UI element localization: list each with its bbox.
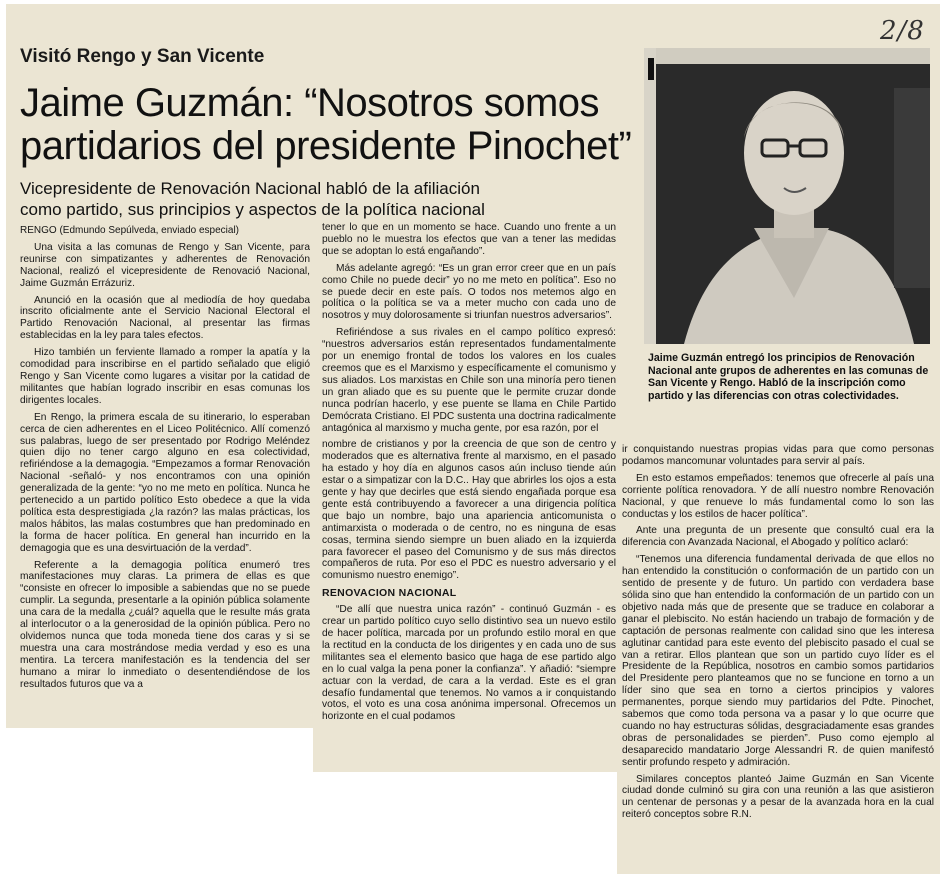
portrait-image [644, 48, 930, 344]
paragraph: Una visita a las comunas de Rengo y San Vicente, para reunirse con simpatizantes y adherentes de Renovación Nacional, realizó el vicepresidente de Renovació Nacional, Jaime Guzmán Errázuriz. [20, 241, 310, 289]
paragraph: “Tenemos una diferencia fundamental derivada de que ellos no han entendido la constitución o conformación de un partido con un sentido de presente y de futuro. Un partido con verdadera base sólida sino que han entendido la conformación de un partido con un objetivo nada más que de presente que se traduce en colaborar a ganar el plebiscito. No están haciendo un trabajo de formación y de captación de personas realmente con calidad sino que les interesa aglutinar cantidad para este evento del plebiscito pasado el cual se van a retirar. Ellos plantean que son un partido cuyo líder es el Presidente de la República, nosotros en cambio somos partidarios del Presidente pero planteamos que no se funcione en torno a un líder sino que sea en torno a ciertos principios y valores permanentes, porque siendo muy partidarios del Pdte. Pinochet, sabemos que como toda persona va a pasar y lo que ocurre que cuando no hay estructuras sólidas, desgraciadamente esas grandes obras de personalidades se pierden”. Puso como ejemplo al desaparecido mandatario Jorge Alessandri R. de quien manifestó sentir profundo respeto y admiración. [622, 554, 934, 768]
paragraph: Más adelante agregó: “Es un gran error creer que en un país como Chile no puede decir” yo no me meto en política”. Eso no se puede decir en este país. O todos nos metemos algo en política o la política se va a meter mucho con cada uno de nosotros y muy dolorosamente si triunfan nuestros adversarios”. [322, 262, 616, 322]
paragraph: En Rengo, la primera escala de su itinerario, lo esperaban cerca de cien adherentes en el Liceo Politécnico. Allí comenzó sus palabras, luego de ser presentado por Rodrigo Meléndez quien dijo no tener cargo alguno en esa colectividad, refiriéndose a la demagogia. “Empezamos a formar Renovación Nacional -señaló- y nos encontramos con una opinión generalizada de la gente: “yo no me meto en política. Nunca he pertenecido a un partido político Esto obedece a que la vida política esta desprestigiada ¿la razón? las malas prácticas, los malos hábitos, las malas costumbres que han predominado en la forma de hacer política. En general han incurrido en la demagogia que es una desvirtuación de la verdad”. [20, 411, 310, 554]
kicker: Visitó Rengo y San Vicente [20, 46, 265, 67]
handwritten-note: 2/8 [880, 16, 925, 46]
portrait-photo [644, 48, 930, 344]
paragraph: Refiriéndose a sus rivales en el campo político expresó: “nuestros adversarios están representados fundamentalmente por un enemigo frontal de todos los valores en los cuales creemos que es el Marxismo y específicamente el comunismo y sus aliados. Los marxistas en Chile son una minoría pero tienen un gran aliado que es su puente que le permite cruzar donde nunca podrían hacerlo, y ese puente se llama en Chile Partido Demócrata Cristiano. El PDC sustenta una doctrina radicalmente antagónica al marxismo y mucha gente, por esa razón, por el [322, 327, 616, 434]
paragraph: nombre de cristianos y por la creencia de que son de centro y moderados que es alternativa frente al marxismo, en el pasado ha estado y hoy día en algunos casos aún incluso tiende aún estar o a simpatizar con la D.C.. Hay que abrirles los ojos a esta gente y hay que decirles que está siendo engañada porque esa gente está contribuyendo a favorecer a una dirigencia política que bajo un nombre, bajo una apariencia anticomunista o antimarxista o moderada o de centro, no es ninguna de esas cosas, termina siendo siempre un buen aliado en la izquierda para favorecer el paseo del Comunismo y de sus más directos compañeros de ruta. Por eso el PDC es nuestro adversario y el comunismo nuestro enemigo”. [322, 439, 616, 582]
headline-line-2: partidarios del presidente Pinochet” [20, 124, 632, 168]
subheadline-line-1: Vicepresidente de Renovación Nacional habló de la afiliación [20, 179, 480, 198]
article-column-1 [20, 225, 310, 725]
paragraph: En esto estamos empeñados: tenemos que ofrecerle al país una corriente política renovadora. Y de allí nuestro nombre Renovación Nacional, y que renueve lo más fundamental como lo son las conductas y los estilos de hacer política”. [622, 472, 934, 520]
article-column-3 [622, 444, 934, 870]
headline-line-1: Jaime Guzmán: “Nosotros somos [20, 81, 600, 125]
subheadline [20, 178, 640, 220]
paragraph: ir conquistando nuestras propias vidas para que como personas podamos mancomunar voluntades para servir al país. [622, 444, 934, 467]
headline [20, 82, 640, 168]
section-heading: RENOVACION NACIONAL [322, 587, 457, 600]
paragraph: Ante una pregunta de un presente que consultó cual era la diferencia con Avanzada Nacional, el Abogado y político aclaró: [622, 525, 934, 549]
byline: RENGO (Edmundo Sepúlveda, enviado especial) [20, 225, 240, 236]
blank-area-middle [313, 772, 617, 874]
photo-caption: Jaime Guzmán entregó los principios de Renovación Nacional ante grupos de adherentes en las comunas de San Vicente y Rengo. Habló de la inscripción como partido y las diferencias con otras colectividades. [648, 352, 929, 402]
paragraph: Referente a la demagogia política enumeró tres manifestaciones muy claras. La primera de ellas es que “consiste en ofrecer lo imposible a sabiendas que no se puede cumplir. La segunda, presentarle a la opinión pública solamente una cara de la medalla ¿cuál? aquella que le resulte más grata al interlocutor o a la generosidad de la opinión pública. Pero no olvidemos nunca que toda moneda tiene dos caras y si se muestra una cara mostrándose media verdad y eso es una mentira. La tercera manifestación es la tendencia del ser humano a mirar lo inmediato o desentendiéndose de los resultados futuros que va a [20, 559, 310, 690]
paragraph: “De allí que nuestra unica razón” - continuó Guzmán - es crear un partido político cuyo sello distintivo sea un nuevo estilo de hacer política, marcada por un profundo estilo moral en que la rectitud en la conducta de los dirigentes y en cada uno de sus militantes sea el elemento basico que haga de ese partido algo en lo cual valga la pena poner la confianza”. Y añadió: “siempre actuar con la verdad, de cara a la verdad. Este es el gran desafío fundamental que tenemos. No vamos a ir conquistando votos, el voto es una cosa anónima impersonal. Ofrecemos un horizonte en el cual podamos [322, 604, 616, 723]
paragraph: Similares conceptos planteó Jaime Guzmán en San Vicente ciudad donde culminó su gira con una reunión a las que asistieron un centenar de personas y a pesar de la avanzada hora en la cual reiteró conceptos sobre R.N. [622, 773, 934, 821]
paragraph: tener lo que en un momento se hace. Cuando uno frente a un pueblo no le muestra los efectos que van a tener las medidas que se adoptan lo está engañando”. [322, 222, 616, 257]
paragraph: Hizo también un ferviente llamado a romper la apatía y la comodidad para inscribirse en el partido señalado que eligió Rengo y San Vicente como lugares a visitar por la catidad de militantes que habían logrado inscribir en esas comunas los dirigentes locales. [20, 347, 310, 406]
subheadline-line-2: como partido, sus principios y aspectos de la política nacional [20, 200, 485, 219]
paragraph: Anunció en la ocasión que al mediodía de hoy quedaba inscrito oficialmente ante el Servicio Nacional Electoral el Partido Renovación Nacional, al presentar las firmas establecidas en la ley para tales efectos. [20, 294, 310, 342]
blank-area-left [6, 728, 313, 874]
article-column-2 [322, 222, 616, 768]
